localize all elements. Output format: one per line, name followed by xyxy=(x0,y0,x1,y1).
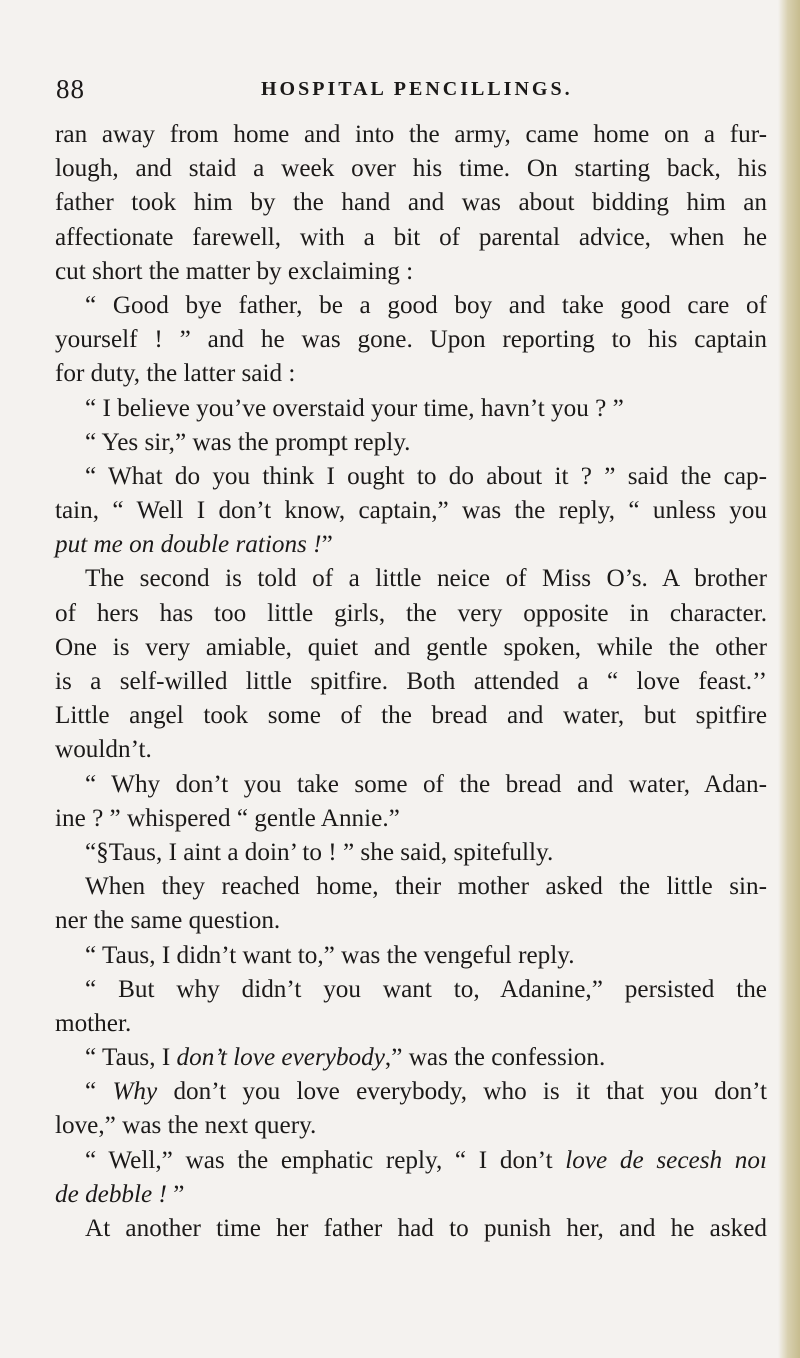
body-text xyxy=(55,118,767,1246)
text-line xyxy=(55,1178,767,1212)
text-segment: “ Taus, I xyxy=(85,1044,177,1072)
text-line: tain, “ Well I don’t know, captain,” was the reply, “ unless you xyxy=(55,497,767,525)
text-line: father took him by the hand and was about bidding him an xyxy=(55,189,767,217)
text-segment: don’t you love everybody, who is it that you don’t xyxy=(157,1078,767,1106)
text-line xyxy=(55,1075,767,1109)
text-line: “§Taus, I aint a doin’ to ! ” she said, spitefully. xyxy=(85,838,554,866)
text-line: wouldn’t. xyxy=(55,736,152,764)
text-line: of hers has too little girls, the very opposite in character. xyxy=(55,599,767,627)
text-line: One is very amiable, quiet and gentle spoken, while the other xyxy=(55,633,767,661)
page-edge-shadow xyxy=(778,0,800,1358)
text-segment: “ xyxy=(85,1078,113,1106)
text-line: cut short the matter by exclaiming : xyxy=(55,257,414,285)
text-line: The second is told of a little neice of Miss O’s. A brother xyxy=(85,565,767,593)
text-line: “ Good bye father, be a good boy and take good care of xyxy=(85,291,767,319)
text-line: “ What do you think I ought to do about it ? ” said the cap- xyxy=(85,462,767,490)
text-line: At another time her father had to punish her, and he asked xyxy=(85,1215,767,1242)
italic-text: love de secesh noı xyxy=(565,1146,767,1174)
text-line xyxy=(55,528,767,562)
text-segment: ” xyxy=(321,531,333,559)
text-line: mother. xyxy=(55,1009,132,1037)
text-line: lough, and staid a week over his time. On starting back, his xyxy=(55,155,767,183)
text-line: is a self-willed little spitfire. Both attended a “ love feast.’’ xyxy=(55,668,767,695)
running-head: HOSPITAL PENCILLINGS. xyxy=(261,78,573,100)
text-line xyxy=(55,1144,767,1178)
page-header xyxy=(56,74,756,110)
text-line: affectionate farewell, with a bit of parental advice, when he xyxy=(55,223,767,251)
text-line: “ I believe you’ve overstaid your time, havn’t you ? ” xyxy=(85,394,624,422)
text-line: When they reached home, their mother asked the little sin- xyxy=(85,873,767,901)
italic-text: Why xyxy=(112,1078,158,1106)
text-line: ner the same question. xyxy=(55,907,281,935)
text-line xyxy=(55,1041,767,1075)
text-line: “ Taus, I didn’t want to,” was the vengeful reply. xyxy=(85,941,575,969)
text-line: ran away from home and into the army, came home on a fur- xyxy=(55,121,767,148)
text-line: love,” was the next query. xyxy=(55,1112,317,1140)
text-line: Little angel took some of the bread and water, but spitfire xyxy=(55,702,767,730)
page-number: 88 xyxy=(56,74,85,104)
italic-text: don’t love everybody xyxy=(176,1044,385,1072)
text-line: ine ? ” whispered “ gentle Annie.” xyxy=(55,804,400,832)
text-line: “ Why don’t you take some of the bread and water, Adan- xyxy=(85,770,767,798)
text-line: “ Yes sir,” was the prompt reply. xyxy=(85,428,411,456)
text-segment: ” xyxy=(166,1180,185,1208)
text-line: for duty, the latter said : xyxy=(55,360,296,388)
italic-text: de debble ! xyxy=(55,1180,167,1208)
text-segment: ,” was the confession. xyxy=(384,1044,606,1072)
text-line: yourself ! ” and he was gone. Upon reporting to his captain xyxy=(55,326,767,354)
text-segment: “ Well,” was the emphatic reply, “ I don’t xyxy=(85,1146,566,1174)
text-line: “ But why didn’t you want to, Adanine,” persisted the xyxy=(85,975,767,1003)
italic-text: put me on double rations ! xyxy=(55,531,322,559)
